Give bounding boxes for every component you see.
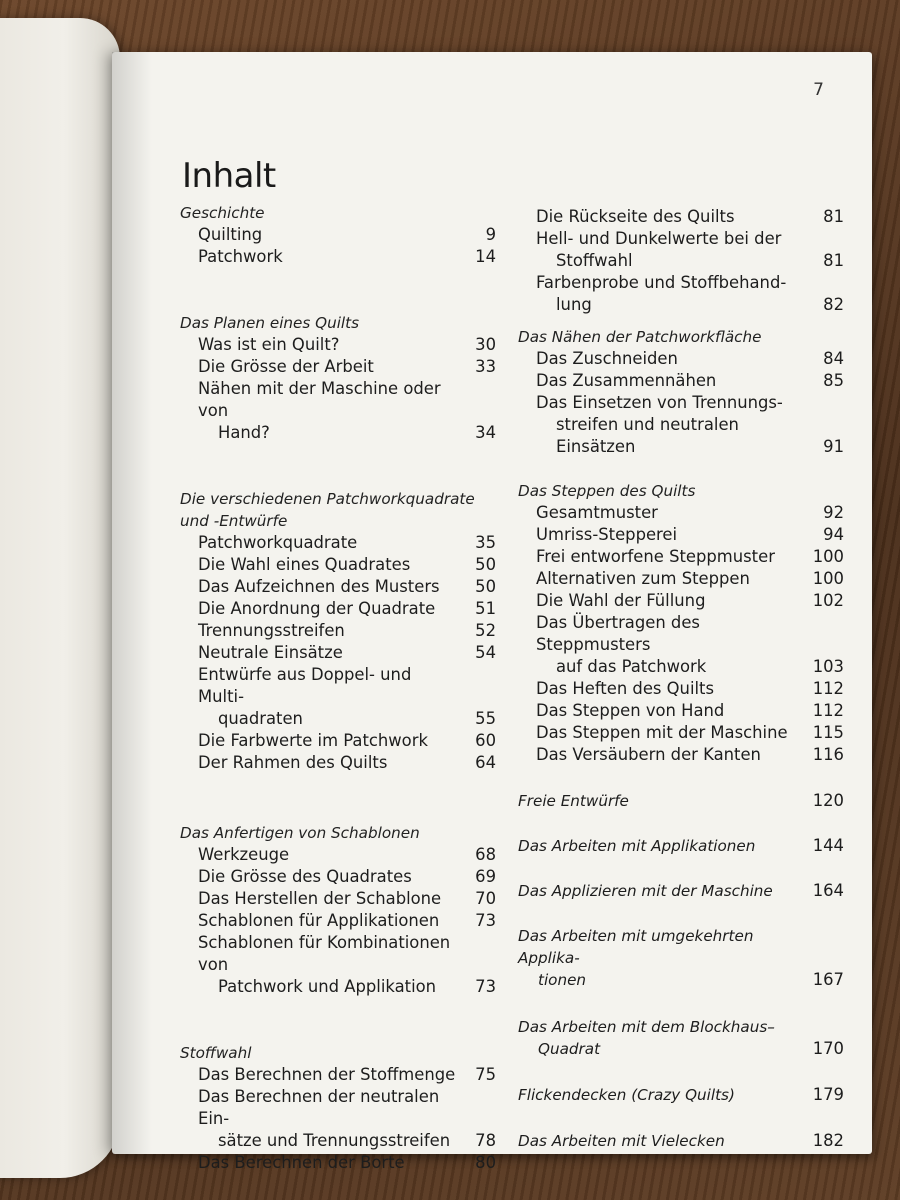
- toc-entry: [518, 392, 844, 458]
- entry-page-number: 102: [812, 591, 844, 610]
- toc-entry: [180, 1064, 496, 1086]
- toc-entry: [180, 910, 496, 932]
- entry-title: [180, 598, 462, 620]
- entry-title: [518, 1016, 810, 1060]
- entry-page-number: 84: [823, 349, 844, 368]
- toc-entry: [518, 700, 844, 722]
- entry-page-number: 103: [812, 657, 844, 676]
- entry-title-line: Werkzeuge: [198, 845, 290, 864]
- entry-title: [180, 554, 462, 576]
- toc-chapter-entry: [518, 1084, 844, 1106]
- entry-title-line: Der Rahmen des Quilts: [198, 753, 388, 772]
- entry-page-number: 112: [812, 679, 844, 698]
- entry-title-line: Hell- und Dunkelwerte bei der: [536, 229, 782, 248]
- entry-page-number: 91: [823, 437, 844, 456]
- entry-title-line: Das Berechnen der neutralen Ein-: [198, 1087, 440, 1128]
- entry-title-line: Das Versäubern der Kanten: [536, 745, 761, 764]
- entry-page-number: 167: [812, 970, 844, 989]
- section-title: Stoffwahl: [180, 1044, 252, 1062]
- section-title: Geschichte: [180, 204, 265, 222]
- entry-title-line: Nähen mit der Maschine oder von: [198, 379, 441, 420]
- left-page-edge: [0, 18, 120, 1178]
- entry-title-line: Die Wahl eines Quadrates: [198, 555, 411, 574]
- entry-title-line: Das Arbeiten mit umgekehrten Applika-: [518, 927, 754, 967]
- entry-title-line: Die Rückseite des Quilts: [536, 207, 735, 226]
- toc-entry: [180, 554, 496, 576]
- toc-entry: [518, 524, 844, 546]
- entry-title-continued: Patchwork und Applikation: [218, 977, 437, 996]
- toc-entry: [180, 576, 496, 598]
- entry-title-line: Flickendecken (Crazy Quilts): [518, 1086, 735, 1104]
- entry-page-number: 100: [812, 547, 844, 566]
- entry-page-number: 82: [823, 295, 844, 314]
- entry-title-line: Das Heften des Quilts: [536, 679, 715, 698]
- entry-title-line: Die Wahl der Füllung: [536, 591, 706, 610]
- entry-page-number: 85: [823, 371, 844, 390]
- entry-title-line: Das Aufzeichnen des Musters: [198, 577, 440, 596]
- toc-entry: [518, 228, 844, 272]
- entry-page-number: 69: [475, 867, 496, 886]
- toc-entry: [180, 664, 496, 730]
- entry-title-line: Schablonen für Kombinationen von: [198, 933, 451, 974]
- toc-chapter-entry: [518, 925, 844, 991]
- entry-page-number: 120: [812, 791, 844, 810]
- entry-title-line: Das Berechnen der Borte: [198, 1153, 405, 1172]
- toc-chapter-entry: [518, 1130, 844, 1152]
- entry-title-line: Das Arbeiten mit Vielecken: [518, 1132, 725, 1150]
- toc-entry: [518, 678, 844, 700]
- entry-title-line: Gesamtmuster: [536, 503, 658, 522]
- entry-page-number: 34: [475, 423, 496, 442]
- toc-entry: [518, 348, 844, 370]
- toc-section: [518, 326, 844, 458]
- section-title: Das Planen eines Quilts: [180, 314, 360, 332]
- entry-title: [180, 246, 462, 268]
- entry-page-number: 75: [475, 1065, 496, 1084]
- book-page: [112, 52, 872, 1172]
- entry-title-line: Farbenprobe und Stoffbehand-: [536, 273, 787, 292]
- entry-page-number: 164: [812, 881, 844, 900]
- entry-title-line: Das Zusammennähen: [536, 371, 717, 390]
- entry-title: [180, 1064, 462, 1086]
- entry-title: [518, 1084, 810, 1106]
- entry-title-line: Die Grösse der Arbeit: [198, 357, 374, 376]
- entry-title-continued: lung: [556, 295, 592, 314]
- entry-page-number: 92: [823, 503, 844, 522]
- entry-page-number: 35: [475, 533, 496, 552]
- entry-page-number: 64: [475, 753, 496, 772]
- toc-entry: [180, 356, 496, 378]
- entry-page-number: 68: [475, 845, 496, 864]
- entry-title: [518, 790, 810, 812]
- toc-entry: [518, 272, 844, 316]
- toc-section: [518, 206, 844, 316]
- entry-title: [180, 334, 462, 356]
- entry-title: [518, 228, 810, 272]
- toc-entry: [518, 370, 844, 392]
- entry-title-line: Schablonen für Applikationen: [198, 911, 440, 930]
- toc-chapter-entry: [518, 1016, 844, 1060]
- entry-title: [518, 700, 810, 722]
- entry-page-number: 100: [812, 569, 844, 588]
- entry-title: [518, 925, 810, 991]
- toc-section: [180, 312, 496, 444]
- toc-section: [180, 822, 496, 998]
- entry-page-number: 30: [475, 335, 496, 354]
- entry-title-continued: streifen und neutralen Einsätzen: [556, 415, 739, 456]
- entry-title: [518, 880, 810, 902]
- entry-title-line: Das Steppen mit der Maschine: [536, 723, 788, 742]
- entry-page-number: 170: [812, 1039, 844, 1058]
- entry-title: [518, 1130, 810, 1152]
- toc-right-column: [518, 206, 844, 1152]
- toc-entry: [180, 866, 496, 888]
- entry-page-number: 60: [475, 731, 496, 750]
- entry-title-line: Das Herstellen der Schablone: [198, 889, 442, 908]
- section-title-continued: und -Entwürfe: [180, 512, 288, 530]
- entry-page-number: 50: [475, 577, 496, 596]
- entry-title-line: Das Arbeiten mit dem Blockhaus–: [518, 1018, 775, 1036]
- entry-page-number: 14: [475, 247, 496, 266]
- entry-page-number: 73: [475, 911, 496, 930]
- entry-title: [180, 356, 462, 378]
- toc-entry: [518, 206, 844, 228]
- entry-title: [180, 888, 462, 910]
- entry-title-line: Patchworkquadrate: [198, 533, 358, 552]
- entry-title: [180, 576, 462, 598]
- entry-title-continued: Hand?: [218, 423, 270, 442]
- entry-page-number: 54: [475, 643, 496, 662]
- toc-entry: [180, 844, 496, 866]
- entry-title: [518, 612, 810, 678]
- toc-entry: [180, 730, 496, 752]
- entry-page-number: 73: [475, 977, 496, 996]
- entry-title-continued: tionen: [538, 971, 587, 989]
- entry-title: [518, 835, 810, 857]
- entry-title: [180, 866, 462, 888]
- entry-title: [518, 546, 810, 568]
- entry-title-continued: Quadrat: [538, 1040, 601, 1058]
- entry-title-line: Quilting: [198, 225, 263, 244]
- page-title: Inhalt: [182, 156, 276, 196]
- entry-title-line: Alternativen zum Steppen: [536, 569, 750, 588]
- toc-entry: [180, 598, 496, 620]
- toc-section: [518, 925, 844, 991]
- entry-page-number: 115: [812, 723, 844, 742]
- page-gutter-shadow: [112, 52, 152, 1154]
- section-title: Die verschiedenen Patchworkquadrate: [180, 490, 475, 508]
- entry-page-number: 55: [475, 709, 496, 728]
- toc-section: [180, 1042, 496, 1174]
- entry-title-line: Die Anordnung der Quadrate: [198, 599, 436, 618]
- entry-page-number: 52: [475, 621, 496, 640]
- entry-title-line: Die Grösse des Quadrates: [198, 867, 412, 886]
- toc-section: [518, 480, 844, 766]
- toc-entry: [518, 722, 844, 744]
- entry-title-line: Das Übertragen des Steppmusters: [536, 613, 700, 654]
- entry-page-number: 78: [475, 1131, 496, 1150]
- entry-page-number: 144: [812, 836, 844, 855]
- toc-entry: [180, 1152, 496, 1174]
- entry-title-line: Neutrale Einsätze: [198, 643, 343, 662]
- toc-entry: [180, 620, 496, 642]
- entry-title-line: Die Farbwerte im Patchwork: [198, 731, 428, 750]
- entry-page-number: 94: [823, 525, 844, 544]
- entry-title: [180, 1086, 462, 1152]
- entry-title: [518, 590, 810, 612]
- toc-entry: [518, 590, 844, 612]
- toc-entry: [518, 612, 844, 678]
- toc-section: [180, 202, 496, 268]
- toc-left-column: [180, 202, 496, 1174]
- entry-title: [180, 844, 462, 866]
- entry-page-number: 9: [485, 225, 496, 244]
- toc-section: [518, 880, 844, 902]
- toc-entry: [180, 752, 496, 774]
- toc-entry: [518, 502, 844, 524]
- toc-entry: [180, 1086, 496, 1152]
- entry-title-line: Freie Entwürfe: [518, 792, 629, 810]
- entry-title: [180, 378, 462, 444]
- entry-title-line: Das Arbeiten mit Applikationen: [518, 837, 756, 855]
- entry-page-number: 179: [812, 1085, 844, 1104]
- entry-title: [518, 392, 810, 458]
- entry-title-line: Frei entworfene Steppmuster: [536, 547, 775, 566]
- entry-title: [180, 932, 462, 998]
- entry-title: [180, 730, 462, 752]
- toc-entry: [180, 246, 496, 268]
- entry-page-number: 112: [812, 701, 844, 720]
- entry-title: [180, 1152, 462, 1174]
- entry-page-number: 81: [823, 251, 844, 270]
- entry-page-number: 33: [475, 357, 496, 376]
- toc-section: [518, 790, 844, 812]
- entry-title: [180, 910, 462, 932]
- toc-entry: [180, 378, 496, 444]
- toc-section: [518, 1084, 844, 1106]
- entry-title-line: Das Einsetzen von Trennungs-: [536, 393, 783, 412]
- toc-entry: [180, 334, 496, 356]
- toc-entry: [180, 642, 496, 664]
- toc-section: [518, 1016, 844, 1060]
- toc-section: [518, 1130, 844, 1152]
- entry-title-line: Trennungsstreifen: [198, 621, 345, 640]
- toc-section: [518, 835, 844, 857]
- section-title: Das Steppen des Quilts: [518, 482, 696, 500]
- entry-title-line: Patchwork: [198, 247, 283, 266]
- entry-title-continued: sätze und Trennungsstreifen: [218, 1131, 451, 1150]
- entry-title: [180, 620, 462, 642]
- entry-title: [180, 224, 462, 246]
- entry-title: [518, 722, 810, 744]
- entry-title-line: Das Berechnen der Stoffmenge: [198, 1065, 456, 1084]
- toc-entry: [180, 932, 496, 998]
- entry-page-number: 80: [475, 1153, 496, 1172]
- entry-title: [518, 272, 810, 316]
- entry-title-continued: quadraten: [218, 709, 303, 728]
- page-number: 7: [813, 80, 824, 100]
- entry-title-continued: auf das Patchwork: [556, 657, 707, 676]
- entry-page-number: 116: [812, 745, 844, 764]
- section-title: Das Anfertigen von Schablonen: [180, 824, 420, 842]
- entry-title-line: Was ist ein Quilt?: [198, 335, 340, 354]
- entry-title: [180, 752, 462, 774]
- entry-title-line: Das Applizieren mit der Maschine: [518, 882, 773, 900]
- entry-title-line: Das Steppen von Hand: [536, 701, 725, 720]
- toc-entry: [518, 546, 844, 568]
- entry-title: [518, 502, 810, 524]
- toc-entry: [180, 532, 496, 554]
- entry-title: [518, 206, 810, 228]
- entry-page-number: 51: [475, 599, 496, 618]
- entry-title: [518, 524, 810, 546]
- entry-title: [180, 642, 462, 664]
- entry-page-number: 81: [823, 207, 844, 226]
- entry-title-line: Das Zuschneiden: [536, 349, 678, 368]
- entry-title: [518, 370, 810, 392]
- section-title: Das Nähen der Patchworkfläche: [518, 328, 762, 346]
- entry-title-continued: Stoffwahl: [556, 251, 633, 270]
- entry-page-number: 70: [475, 889, 496, 908]
- entry-title: [518, 678, 810, 700]
- toc-chapter-entry: [518, 880, 844, 902]
- toc-entry: [518, 744, 844, 766]
- toc-chapter-entry: [518, 790, 844, 812]
- toc-section: [180, 488, 496, 774]
- entry-title: [518, 744, 810, 766]
- entry-page-number: 50: [475, 555, 496, 574]
- entry-title: [180, 532, 462, 554]
- toc-entry: [180, 224, 496, 246]
- toc-entry: [180, 888, 496, 910]
- entry-title: [518, 568, 810, 590]
- entry-title: [518, 348, 810, 370]
- entry-title: [180, 664, 462, 730]
- entry-title-line: Entwürfe aus Doppel- und Multi-: [198, 665, 412, 706]
- entry-title-line: Umriss-Stepperei: [536, 525, 678, 544]
- toc-chapter-entry: [518, 835, 844, 857]
- entry-page-number: 182: [812, 1131, 844, 1150]
- toc-entry: [518, 568, 844, 590]
